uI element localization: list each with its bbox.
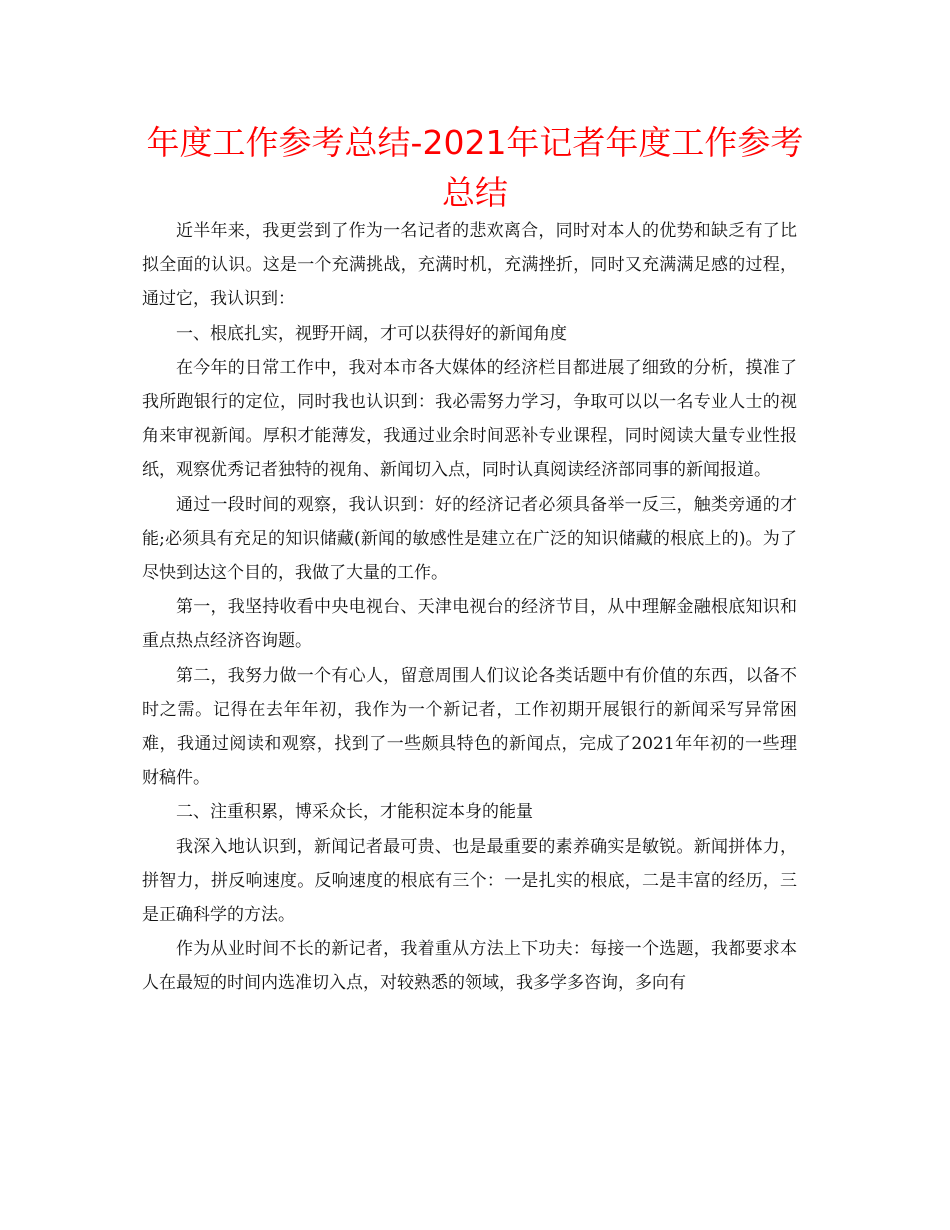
section-heading-1: 一、根底扎实，视野开阔，才可以获得好的新闻角度	[176, 323, 567, 344]
paragraph: 作为从业时间不长的新记者，我着重从方法上下功夫：每接一个选题，我都要求本人在最短的时间内选准切入点，对较熟悉的领域，我多学多咨询，多向有	[142, 939, 797, 994]
document-body	[142, 214, 797, 1001]
paragraph: 第一，我坚持收看中央电视台、天津电视台的经济节目，从中理解金融根底知识和重点热点经济咨询题。	[142, 597, 797, 652]
paragraph: 我深入地认识到，新闻记者最可贵、也是最重要的素养确实是敏锐。新闻拼体力，拼智力，拼反响速度。反响速度的根底有三个：一是扎实的根底，二是丰富的经历，三是正确科学的方法。	[142, 836, 797, 926]
section-heading-2: 二、注重积累，博采众长，才能积淀本身的能量	[176, 802, 533, 823]
paragraph: 通过一段时间的观察，我认识到：好的经济记者必须具备举一反三，触类旁通的才能;必须具有充足的知识储藏(新闻的敏感性是建立在广泛的知识储藏的根底上的)。为了尽快到达这个目的，我做了大量的工作。	[142, 494, 797, 584]
paragraph: 在今年的日常工作中，我对本市各大媒体的经济栏目都进展了细致的分析，摸准了我所跑银行的定位，同时我也认识到：我必需努力学习，争取可以以一名专业人士的视角来审视新闻。厚积才能薄发，我通过业余时间恶补专业课程，同时阅读大量专业性报纸，观察优秀记者独特的视角、新闻切入点，同时认真阅读经济部同事的新闻报道。	[142, 357, 797, 481]
paragraph-intro: 近半年来，我更尝到了作为一名记者的悲欢离合，同时对本人的优势和缺乏有了比拟全面的认识。这是一个充满挑战，充满时机，充满挫折，同时又充满满足感的过程，通过它，我认识到：	[142, 221, 797, 310]
document-title: 年度工作参考总结-2021年记者年度工作参考总结	[146, 123, 804, 212]
paragraph: 第二，我努力做一个有心人，留意周围人们议论各类话题中有价值的东西，以备不时之需。记得在去年年初，我作为一个新记者，工作初期开展银行的新闻采写异常困难，我通过阅读和观察，找到了一些颇具特色的新闻点，完成了2021年年初的一些理财稿件。	[142, 665, 797, 789]
